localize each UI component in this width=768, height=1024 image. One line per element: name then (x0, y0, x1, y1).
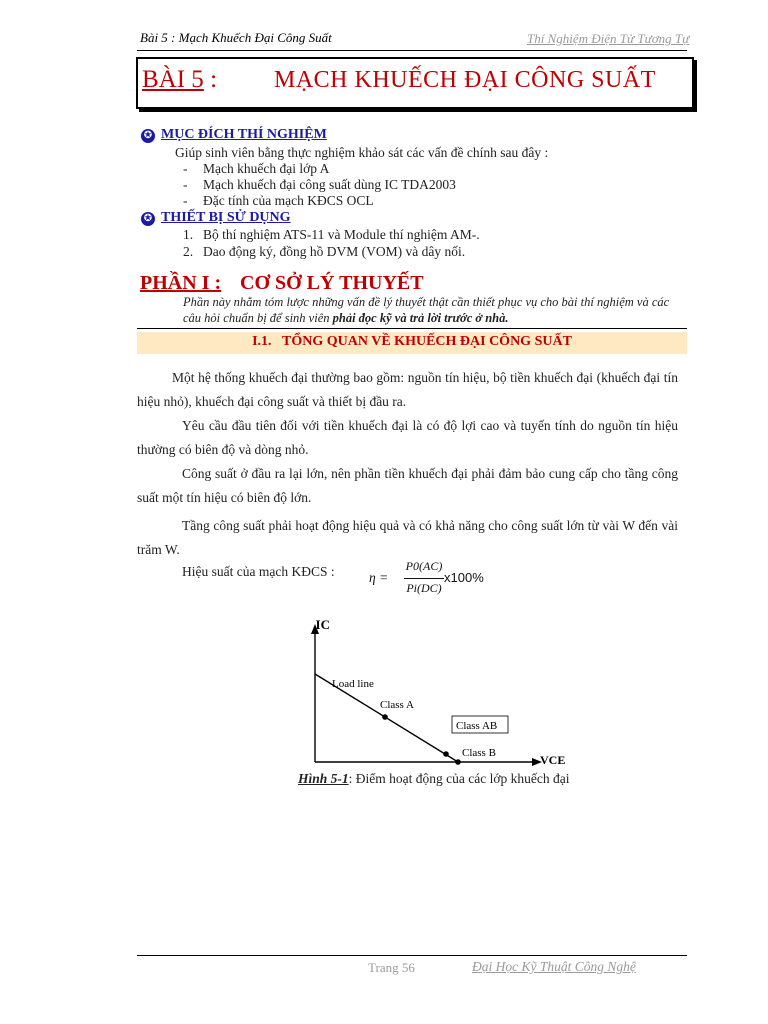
running-header-left: Bài 5 : Mạch Khuếch Đại Công Suất (140, 30, 332, 45)
header-divider (137, 50, 687, 51)
list-item-text: Mạch khuếch đại lớp A (203, 161, 330, 176)
part-label-sep: : (209, 272, 222, 294)
lesson-number (142, 66, 217, 94)
list-marker: 1. (183, 227, 194, 242)
fraction-bar (404, 578, 444, 579)
list-marker: - (183, 177, 188, 192)
eta-symbol: η = (369, 570, 389, 585)
class-a-label: Class A (380, 699, 414, 711)
part-intro (183, 294, 683, 326)
class-ab-point (443, 751, 449, 757)
section-number: I.1. (252, 334, 272, 349)
part-divider (137, 328, 687, 329)
list-item-text: Đặc tính của mạch KĐCS OCL (203, 193, 374, 208)
lesson-title: MẠCH KHUẾCH ĐẠI CÔNG SUẤT (274, 67, 656, 93)
figure-number: Hình 5-1 (298, 771, 349, 786)
list-item-text: Mạch khuếch đại công suất dùng IC TDA2003 (203, 177, 456, 192)
section-heading (137, 334, 687, 350)
list-item-text: Dao động ký, đồng hồ DVM (VOM) và dây nối. (203, 244, 466, 259)
class-a-point (382, 714, 388, 720)
class-b-point (455, 759, 461, 765)
page-number: Trang 56 (368, 960, 415, 975)
purpose-intro: Giúp sinh viên bằng thực nghiệm khảo sát các vấn đề chính sau đây : (175, 145, 549, 160)
part-title: CƠ SỞ LÝ THUYẾT (240, 272, 424, 294)
y-axis-label: IC (315, 617, 330, 632)
paragraph: Tầng công suất phải hoạt động hiệu quả và có khả năng cho công suất lớn từ vài W đến vài trăm W. (137, 518, 678, 557)
star-bullet-icon: ✪ (141, 212, 155, 226)
purpose-item (183, 193, 374, 209)
lesson-number-sep: : (203, 66, 218, 93)
lesson-number-text: BÀI 5 (142, 66, 204, 93)
star-bullet-icon: ✪ (141, 129, 155, 143)
part-intro-text: Phần này nhằm tóm lược những vấn đề lý thuyết thật cần thiết phục vụ cho bài thí nghiệm và các câu hỏi chuẩn bị để sinh viên (183, 295, 670, 325)
paragraph: Một hệ thống khuếch đại thường bao gồm: nguồn tín hiệu, bộ tiền khuếch đại (khuếch đại tín hiệu nhỏ), khuếch đại công suất và thiết bị đầu ra. (137, 370, 678, 409)
equipment-heading: THIẾT BỊ SỬ DỤNG (161, 210, 291, 225)
equipment-item (183, 244, 465, 260)
x-axis-label: VCE (540, 753, 566, 767)
list-item-text: Bộ thí nghiệm ATS-11 và Module thí nghiệm AM-. (203, 227, 480, 242)
list-marker: 2. (183, 244, 194, 259)
section-title: TỔNG QUAN VỀ KHUẾCH ĐẠI CÔNG SUẤT (282, 334, 572, 349)
purpose-item (183, 161, 329, 177)
formula-multiplier: x100% (444, 570, 484, 585)
footer-school: Đại Học Kỹ Thuật Công Nghệ (472, 959, 636, 974)
figure-caption-text: : Điểm hoạt động của các lớp khuếch đại (348, 771, 570, 786)
formula-numerator: P0(AC) (405, 559, 443, 573)
paragraph: Yêu cầu đầu tiên đối với tiền khuếch đại là có độ lợi cao và tuyến tính do nguồn tín hiệu thường có biên độ và dòng nhỏ. (137, 418, 678, 457)
footer-divider (137, 955, 687, 956)
class-ab-label: Class AB (456, 720, 498, 732)
part-intro-emphasis: phải đọc kỹ và trả lời trước ở nhà. (332, 311, 509, 325)
class-operating-points-figure (290, 612, 566, 772)
figure-caption (298, 771, 569, 787)
efficiency-label: Hiệu suất của mạch KĐCS : (182, 564, 335, 579)
class-b-label: Class B (462, 747, 496, 759)
equipment-item (183, 227, 480, 243)
running-header-right: Thí Nghiệm Điện Tử Tương Tự (527, 31, 690, 46)
part-label-text: PHẦN I (140, 272, 210, 294)
part-label (140, 272, 221, 295)
formula-denominator: Pi(DC) (406, 581, 442, 595)
list-marker: - (183, 193, 188, 208)
list-marker: - (183, 161, 188, 176)
paragraph: Công suất ở đầu ra lại lớn, nên phần tiền khuếch đại phải đảm bảo cung cấp cho tầng công suất một tín hiệu có biên độ lớn. (137, 466, 678, 505)
purpose-item (183, 177, 456, 193)
load-line-label: Load line (332, 678, 374, 690)
purpose-heading: MỤC ĐÍCH THÍ NGHIỆM (161, 127, 327, 142)
